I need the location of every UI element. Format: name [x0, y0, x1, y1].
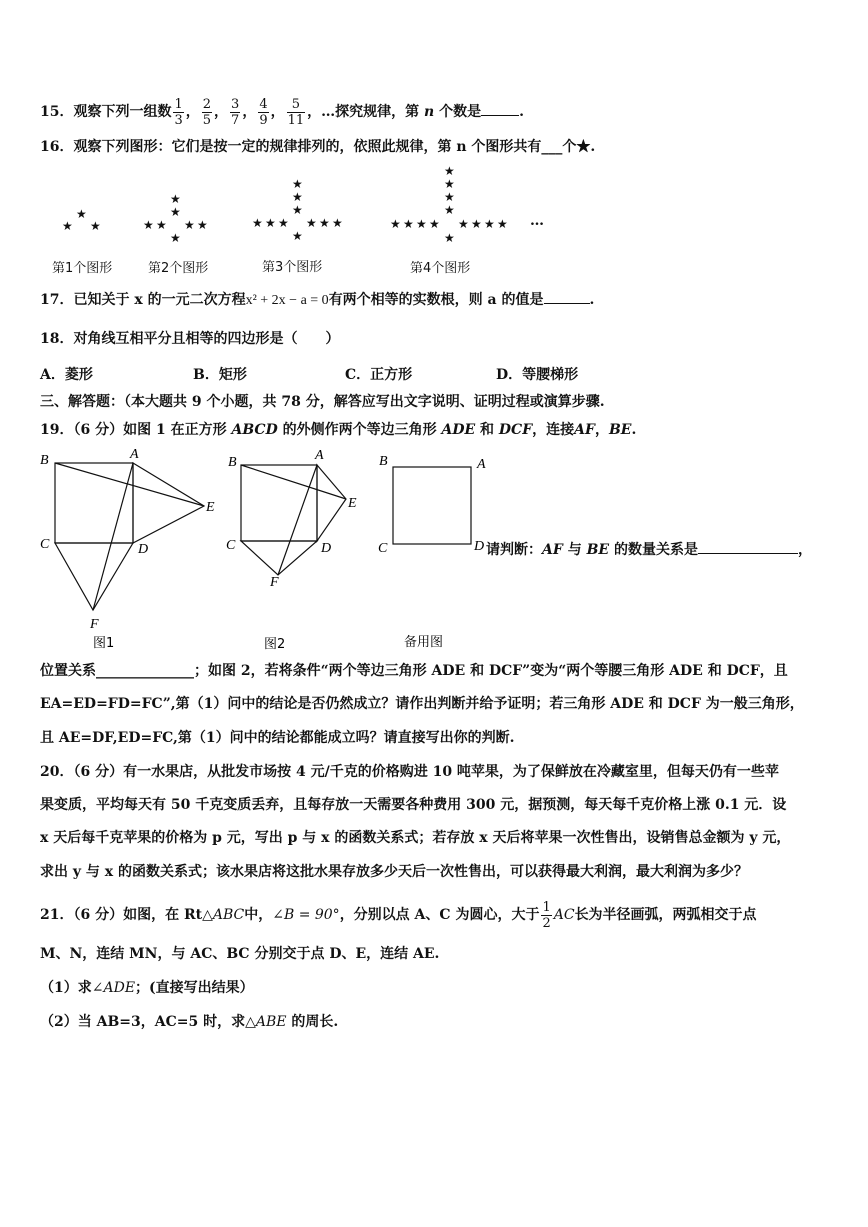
- star-icon: ★: [292, 229, 303, 243]
- figure-caption-2: 第2个图形: [148, 261, 209, 276]
- figure-caption-fig1: 图1: [93, 636, 115, 651]
- figure-caption-4: 第4个图形: [410, 261, 471, 276]
- label-c: C: [40, 537, 50, 552]
- label-f: F: [270, 575, 279, 590]
- star-icon: ★: [170, 205, 181, 219]
- label-a: A: [315, 448, 324, 463]
- star-icon: ★: [184, 218, 195, 232]
- answer-blank: [544, 289, 590, 304]
- star-icon: ★: [143, 218, 154, 232]
- fraction-3: $\frac{3}{7}$: [231, 96, 240, 128]
- label-b: B: [228, 455, 237, 470]
- label-a: A: [130, 447, 139, 462]
- label-e: E: [348, 496, 357, 511]
- star-icon: ★: [265, 216, 276, 230]
- star-icon: ★: [471, 217, 482, 231]
- star-icon: ★: [292, 190, 303, 204]
- question-21-line-2: M、N，连结 MN，与 AC、BC 分别交于点 D、E，连结 AE.: [40, 946, 440, 962]
- figure-1: [55, 463, 204, 610]
- question-16: 16．观察下列图形：它们是按一定的规律排列的，依照此规律，第 n 个图形共有___个★.: [40, 139, 596, 155]
- question-19-line-4: 且 AE=DF,ED=FC,第（1）问中的结论都能成立吗？请直接写出你的判断.: [40, 730, 515, 746]
- question-20-line-4: 求出 y 与 x 的函数关系式；该水果店将这批水果存放多少天后一次性售出，可以获得最大利润，最大利润为多少？: [40, 864, 748, 880]
- label-d: D: [138, 542, 149, 557]
- star-icon: ★: [90, 219, 101, 233]
- star-icon: ★: [292, 203, 303, 217]
- star-icon: ★: [444, 203, 455, 217]
- star-icon: ★: [444, 231, 455, 245]
- star-icon: ★: [252, 216, 263, 230]
- fraction-half: $\frac{1}{2}$: [542, 899, 551, 931]
- fraction-4: $\frac{4}{9}$: [259, 96, 268, 128]
- question-19-line-1: 19．（6 分）如图 1 在正方形 ABCD 的外侧作两个等边三角形 ADE 和 DCF，连接AF，BE.: [40, 422, 637, 438]
- star-icon: ★: [429, 217, 440, 231]
- question-21-line-1: 21．（6 分）如图，在 Rt△ABC中，∠B = 90°，分别以点 A、C 为圆心，大于 $\frac{1}{2}$ AC长为半径画弧，两弧相交于点: [40, 899, 757, 931]
- question-18: 18．对角线互相平分且相等的四边形是（ ）: [40, 331, 340, 347]
- question-15: 15．观察下列一组数 $\frac{1}{3}$ ， $\frac{2}{5}$ ， $\frac{3}{7}$ ， $\frac{4}{9}$ ， $\frac{5}{11}$ ，…探究规律，第 n 个数是 .: [40, 96, 524, 128]
- label-c: C: [226, 538, 236, 553]
- equation: x² + 2x − a = 0: [245, 293, 329, 308]
- figure-caption-spare: 备用图: [404, 635, 444, 650]
- star-icon: ★: [390, 217, 401, 231]
- label-e: E: [206, 500, 215, 515]
- answer-blank: [698, 539, 798, 554]
- question-21-part-1: （1）求∠ADE；(直接写出结果）: [40, 980, 254, 996]
- q15-prefix: 15．观察下列一组数: [40, 104, 172, 120]
- star-icon: ★: [170, 192, 181, 206]
- figure-caption-3: 第3个图形: [262, 260, 323, 275]
- ellipsis: …: [530, 213, 544, 229]
- star-icon: ★: [497, 217, 508, 231]
- star-icon: ★: [416, 217, 427, 231]
- option-b: B．矩形: [193, 367, 247, 383]
- label-f: F: [90, 617, 99, 632]
- question-17: 17．已知关于 x 的一元二次方程x² + 2x − a = 0有两个相等的实数根，则 a 的值是 .: [40, 289, 594, 311]
- label-d: D: [474, 539, 485, 554]
- star-icon: ★: [444, 164, 455, 178]
- star-icon: ★: [403, 217, 414, 231]
- star-icon: ★: [156, 218, 167, 232]
- question-21-part-2: （2）当 AB=3，AC=5 时，求△ABE 的周长.: [40, 1014, 339, 1030]
- label-d: D: [321, 541, 332, 556]
- figure-2: [241, 465, 346, 575]
- label-b: B: [40, 453, 49, 468]
- option-c: C．正方形: [345, 367, 413, 383]
- star-icon: ★: [197, 218, 208, 232]
- star-icon: ★: [484, 217, 495, 231]
- star-icon: ★: [306, 216, 317, 230]
- star-icon: ★: [458, 217, 469, 231]
- star-icon: ★: [444, 177, 455, 191]
- figure-spare: [393, 467, 471, 544]
- star-icon: ★: [170, 231, 181, 245]
- fraction-2: $\frac{2}{5}$: [202, 96, 212, 128]
- question-19-line-3: EA=ED=FD=FC”,第（1）问中的结论是否仍然成立？请作出判断并给予证明；若三角形 ADE 和 DCF 为一般三角形，: [40, 696, 804, 712]
- answer-blank: [481, 101, 519, 116]
- star-icon: ★: [62, 219, 73, 233]
- label-b: B: [379, 454, 388, 469]
- label-c: C: [378, 541, 388, 556]
- question-20-line-1: 20．（6 分）有一水果店，从批发市场按 4 元/千克的价格购进 10 吨苹果，为了保鲜放在冷藏室里，但每天仍有一些苹: [40, 764, 779, 780]
- figure-caption-fig2: 图2: [264, 637, 286, 652]
- option-d: D．等腰梯形: [496, 367, 579, 383]
- option-a: A．菱形: [40, 367, 93, 383]
- section-heading: 三、解答题：（本大题共 9 个小题，共 78 分，解答应写出文字说明、证明过程或演算步骤.: [40, 394, 605, 410]
- question-20-line-2: 果变质，平均每天有 50 千克变质丢弃，且每存放一天需要各种费用 300 元，据预测，每天每千克价格上涨 0.1 元．设: [40, 797, 787, 813]
- question-19-line-2: 位置关系______________；如图 2，若将条件“两个等边三角形 ADE 和 DCF”变为“两个等腰三角形 ADE 和 DCF，且: [40, 663, 788, 679]
- label-a: A: [477, 457, 486, 472]
- q19-judge: 请判断：AF 与 BE 的数量关系是 ，: [486, 539, 812, 560]
- star-icon: ★: [332, 216, 343, 230]
- star-icon: ★: [76, 207, 87, 221]
- star-icon: ★: [444, 190, 455, 204]
- star-icon: ★: [319, 216, 330, 230]
- figure-caption-1: 第1个图形: [52, 261, 113, 276]
- star-icon: ★: [278, 216, 289, 230]
- star-icon: ★: [292, 177, 303, 191]
- fraction-5: $\frac{5}{11}$: [287, 96, 305, 128]
- fraction-1: $\frac{1}{3}$: [174, 96, 183, 128]
- question-20-line-3: x 天后每千克苹果的价格为 p 元，写出 p 与 x 的函数关系式；若存放 x 天后将苹果一次性售出，设销售总金额为 y 元，: [40, 830, 791, 846]
